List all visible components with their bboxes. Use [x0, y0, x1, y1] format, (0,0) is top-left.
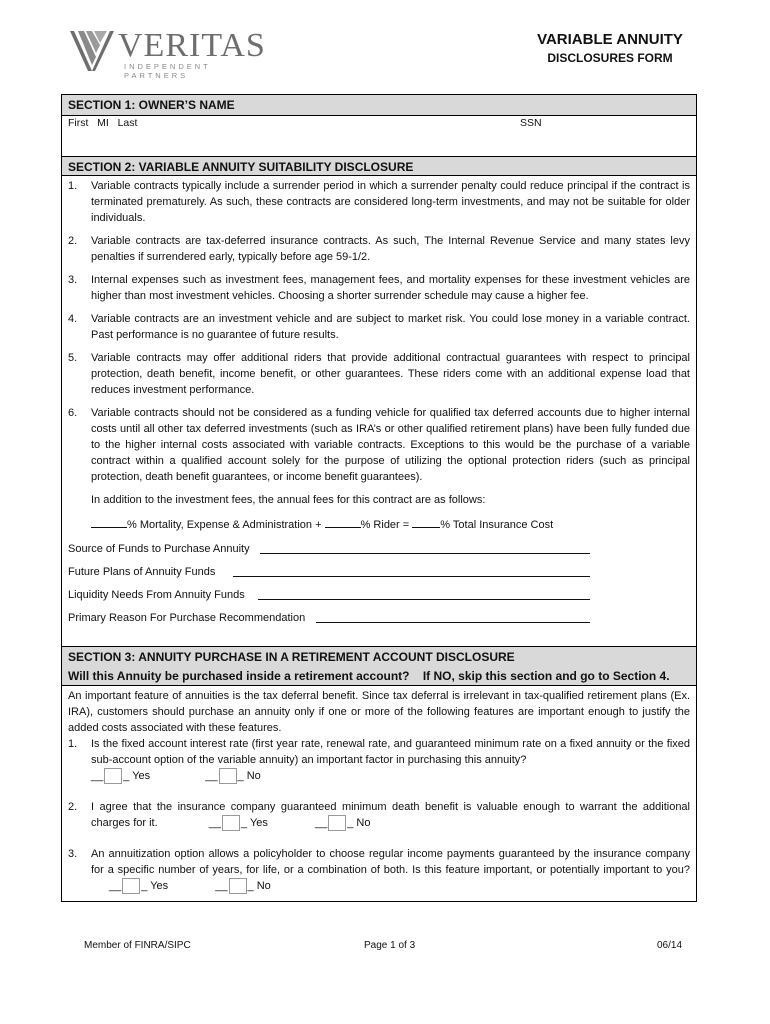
q2-yes-checkbox[interactable] [222, 815, 240, 831]
owner-name-label: First MI Last [68, 117, 138, 129]
section2-body [68, 178, 690, 626]
rider-fee-blank[interactable] [325, 516, 361, 528]
item-number: 4. [68, 313, 78, 325]
retirement-question-3 [68, 846, 690, 894]
disclosure-item [68, 350, 690, 398]
source-of-funds-line[interactable] [260, 541, 590, 554]
item-text: I agree that the insurance company guaranteed minimum death benefit is valuable enough to warrant the additional charges for it. [91, 801, 690, 830]
no-label: No [246, 770, 261, 782]
liquidity-needs-field[interactable] [68, 587, 690, 603]
source-of-funds-field[interactable] [68, 541, 690, 557]
item-number: 1. [68, 738, 78, 750]
section3-body [68, 688, 690, 894]
q3-yes-checkbox[interactable] [122, 878, 140, 894]
source-of-funds-label: Source of Funds to Purchase Annuity [68, 543, 250, 555]
disclosure-item [68, 272, 690, 304]
q1-yes-checkbox[interactable] [104, 768, 122, 784]
disclosure-item [68, 233, 690, 265]
item-text: Variable contracts typically include a surrender period in which a surrender penalty could reduce principal if the contract is terminated prematurely. As such, these contracts are considered long-term investments, and may not be suitable for older individuals. [91, 180, 690, 224]
veritas-logo [70, 27, 266, 80]
future-plans-field[interactable] [68, 564, 690, 580]
section3-heading-block [62, 646, 696, 686]
yes-label: Yes [150, 880, 169, 893]
retirement-question-2 [68, 799, 690, 831]
yes-label: Yes [132, 770, 151, 782]
item-number: 6. [68, 407, 78, 419]
item-text: Variable contracts may offer additional riders that provide additional contractual guarantees with respect to principal protection, death benefit, income benefit, or other guarantees. These riders come with an additional expense load that reduces investment performance. [91, 352, 690, 396]
item-number: 1. [68, 180, 78, 192]
document-subtitle: DISCLOSURES FORM [547, 51, 673, 65]
item-text: An annuitization option allows a policyholder to choose regular income payments guaranteed by the insurance company for a specific number of years, for life, or a combination of both. Is this feature important, or potentially important to you? [91, 848, 690, 877]
disclosure-item [68, 311, 690, 343]
owner-name-row[interactable] [68, 117, 688, 129]
disclosure-item [68, 405, 690, 485]
mortality-fee-label: % Mortality, Expense & Administration + [127, 519, 322, 531]
mortality-fee-blank[interactable] [91, 516, 127, 528]
item-text: Is the fixed account interest rate (first year rate, renewal rate, and guaranteed minimum rate on a fixed annuity or the fixed sub-account option of the variable annuity) an important factor in purchasing this annuity? [91, 738, 690, 766]
document-title: VARIABLE ANNUITY [537, 31, 683, 48]
item-number: 2. [68, 801, 78, 814]
veritas-logo-icon [70, 29, 116, 73]
section3-question: Will this Annuity be purchased inside a retirement account? If NO, skip this section and go to Section 4. [68, 669, 670, 683]
disclosure-item [68, 178, 690, 226]
q3-no-checkbox[interactable] [229, 878, 247, 894]
no-label: No [356, 817, 371, 830]
footer-page-number: Page 1 of 3 [364, 940, 416, 951]
no-label: No [256, 880, 271, 893]
yes-label: Yes [249, 817, 268, 830]
disclosure-form [61, 94, 697, 902]
fee-line [68, 516, 690, 533]
ssn-label: SSN [520, 117, 542, 129]
q3-yes-option[interactable]: __ _ Yes [109, 880, 168, 892]
q2-yes-option[interactable]: __ _ Yes [209, 817, 268, 829]
section1-heading: SECTION 1: OWNER’S NAME [62, 95, 696, 116]
section2-heading: SECTION 2: VARIABLE ANNUITY SUITABILITY DISCLOSURE [62, 156, 696, 176]
item-text: Variable contracts are an investment vehicle and are subject to market risk. You could lose money in a variable contract. Past performance is no guarantee of future results. [91, 313, 690, 341]
item-text: Variable contracts should not be considered as a funding vehicle for qualified tax deferred accounts due to higher internal costs until all other tax deferred investments (such as IRA’s or other qualified retirement plans) have been fully funded due to the higher internal costs associated with variable contracts. Exceptions to this would be the purchase of a variable contract within a qualified account solely for the purpose of utilizing the optional protection riders (such as principal protection, death benefit guarantees, or income benefit guarantees). [91, 407, 690, 483]
fees-intro: In addition to the investment fees, the annual fees for this contract are as follows: [91, 494, 486, 506]
future-plans-label: Future Plans of Annuity Funds [68, 566, 216, 578]
primary-reason-label: Primary Reason For Purchase Recommendation [68, 612, 306, 624]
q1-no-option[interactable]: __ _ No [205, 770, 261, 782]
q3-no-option[interactable]: __ _ No [215, 880, 271, 892]
item-number: 3. [68, 274, 78, 286]
item-text: Internal expenses such as investment fees, management fees, and mortality expenses for these investment vehicles are higher than most investment vehicles. Choosing a shorter surrender schedule may cause a higher fee. [91, 274, 690, 302]
item-text: Variable contracts are tax-deferred insurance contracts. As such, The Internal Revenue Service and many states levy penalties if surrendered early, typically before age 59-1/2. [91, 235, 690, 263]
item-number: 5. [68, 352, 78, 364]
liquidity-needs-label: Liquidity Needs From Annuity Funds [68, 589, 245, 601]
future-plans-line[interactable] [233, 564, 590, 577]
footer-date: 06/14 [657, 940, 683, 951]
section3-intro: An important feature of annuities is the tax deferral benefit. Since tax deferral is irrelevant in tax-qualified retirement plans (Ex. IRA), customers should purchase an annuity only if one or more of the following features are important enough to justify the added costs associated with these features. [68, 690, 690, 734]
total-cost-label: % Total Insurance Cost [440, 519, 554, 531]
retirement-question-1 [68, 736, 690, 784]
primary-reason-line[interactable] [316, 610, 590, 623]
item-number: 2. [68, 235, 78, 247]
logo-tagline: INDEPENDENT PARTNERS [124, 62, 211, 80]
section3-heading: SECTION 3: ANNUITY PURCHASE IN A RETIREMENT ACCOUNT DISCLOSURE [68, 650, 515, 664]
rider-fee-label: % Rider = [360, 519, 410, 531]
liquidity-needs-line[interactable] [258, 587, 590, 600]
total-cost-blank[interactable] [412, 516, 440, 528]
q1-no-checkbox[interactable] [219, 768, 237, 784]
q2-no-checkbox[interactable] [328, 815, 346, 831]
logo-name: VERITAS [118, 27, 266, 64]
q2-no-option[interactable]: __ _ No [315, 817, 371, 829]
primary-reason-field[interactable] [68, 610, 690, 626]
item-number: 3. [68, 848, 78, 861]
footer-membership: Member of FINRA/SIPC [84, 940, 191, 951]
q1-yes-option[interactable]: __ _ Yes [91, 770, 150, 782]
